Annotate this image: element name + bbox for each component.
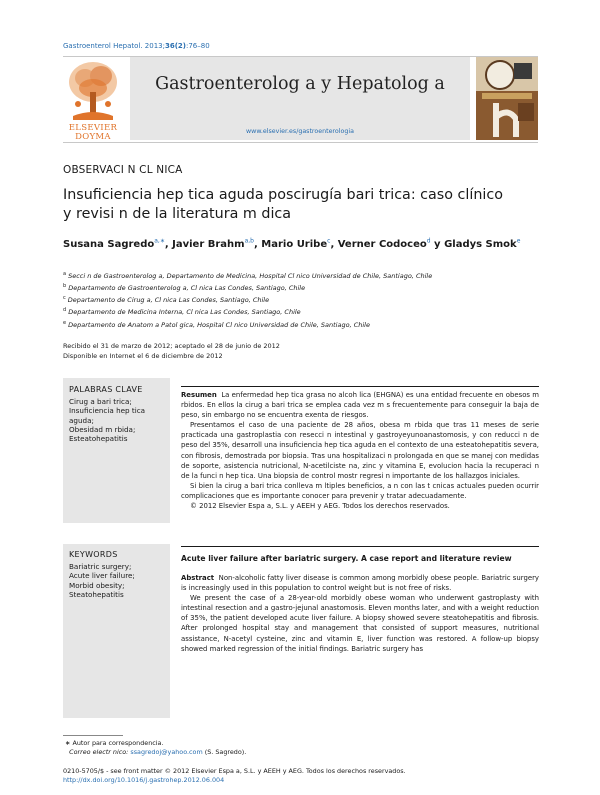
affiliation-item: $^a$ Secci n de Gastroenterolog a, Departamento de Medicina, Hospital Cl nico Universidad de Chile, Santiago, Chile: [63, 271, 433, 281]
resumen-paragraph: Resumen La enfermedad hep tica grasa no alcoh lica (EHGNA) es una entidad frecuente en obesos m rbidos. En ellos la cirug a bari trica se emplea cada vez m s frecuentemente para conseguir la baja de peso, sin embargo no se encuentra exenta de riesgos.: [181, 391, 540, 420]
author: Javier Brahm$^{a,b}$,: [172, 238, 262, 251]
resumen-text: [181, 390, 539, 511]
keyword-item: Cirug a bari trica;: [69, 397, 132, 406]
running-head: Gastroenterol Hepatol. 2013;36(2):76–80: [63, 42, 210, 50]
resumen-copyright: © 2012 Elsevier Espa a, S.L. y AEEH y AEG. Todos los derechos reservados.: [190, 502, 450, 511]
author: Gladys Smok$^e$: [444, 238, 521, 251]
keyword-item: Acute liver failure;: [69, 571, 135, 581]
affiliation-item: $^b$ Departamento de Gastroenterolog a, Cl nica Las Condes, Santiago, Chile: [63, 283, 306, 293]
affiliation-item: $^e$ Departamento de Anatom a Patol gica, Hospital Cl nico Universidad de Chile, Santiago, Chile: [63, 319, 370, 329]
section-label: OBSERVACI N CL NICA: [63, 164, 183, 176]
abstract-rule: [181, 546, 539, 547]
resumen-rule: [181, 386, 539, 387]
cover-art-icon: [476, 57, 538, 140]
footnote-rule: [63, 735, 123, 736]
front-matter: 0210-5705/$ - see front matter © 2012 Elsevier Espa a, S.L. y AEEH y AEG. Todos los derechos reservados. http://dx.doi.org/10.1016/j.gastrohep.2012.06.004: [63, 767, 543, 786]
resumen-paragraph: Si bien la cirug a bari trica conlleva m ltiples beneficios, a n con las t cnicas actuales pueden ocurrir complicaciones que es importante conocer para prevenir y tratar adecuadamente.: [181, 481, 539, 500]
keyword-item: Insuficiencia hep tica: [69, 406, 146, 416]
author: Mario Uribe$^c$,: [261, 238, 338, 251]
affiliations: [63, 269, 543, 330]
doi-link[interactable]: http://dx.doi.org/10.1016/j.gastrohep.2012.06.004: [63, 776, 225, 785]
resumen-paragraph: Presentamos el caso de una paciente de 28 años, obesa m rbida que tras 11 meses de serie practicada una gastroplastia con resecci n intestinal y gastroyeyunoanastomosis, y con reducci n de peso del 35%, desarroll una insuficiencia hep tica aguda en el contexto de una esteatohepatitis severa, con fibrosis, demostrada por biopsia. Tras una hospitalizaci n prolongada en que se manej con medidas de soporte, asistencia nutricional, N-acetilciste na, zinc y vitamina E, evolucion hacia la recuperaci n de la funci n hep tica. Una biopsia de control mostr regresi n importante de los hallazgos iniciales.: [181, 421, 539, 480]
keywords-es-box: [63, 378, 170, 523]
english-title: Acute liver failure after bariatric surgery. A case report and literature review: [181, 554, 512, 563]
journal-url[interactable]: www.elsevier.es/gastroenterologia: [246, 128, 354, 135]
article-dates: Recibido el 31 de marzo de 2012; aceptado el 28 de junio de 2012 Disponible en Internet el 6 de diciembre de 2012: [63, 342, 280, 360]
author-list: [63, 238, 543, 250]
correspondence-footnote: ∗ Autor para correspondencia. Correo electr nico: ssagredoj@yahoo.com (S. Sagredo).: [65, 739, 247, 757]
keywords-en-title: KEYWORDS: [69, 550, 118, 559]
elsevier-tree-icon: [63, 58, 123, 122]
article-title: Insuficiencia hep tica aguda poscirugía bari trica: caso clínico y revisi n de la literatura m dica: [63, 187, 503, 222]
keyword-item: Esteatohepatitis: [69, 434, 128, 444]
keyword-item: Bariatric surgery;: [69, 562, 132, 571]
journal-title: Gastroenterolog a y Hepatolog a: [155, 74, 445, 94]
publisher-name: ELSEVIER DOYMA: [68, 123, 118, 142]
keyword-item: aguda;: [69, 415, 94, 425]
keyword-item: Morbid obesity;: [69, 580, 125, 590]
abstract-text: [181, 573, 539, 654]
abstract-paragraph: Abstract Non-alcoholic fatty liver disease is common among morbidly obese people. Bariatric surgery is increasingly used in this population to control weight but is not free of risks.: [181, 574, 539, 593]
affiliation-item: $^d$ Departamento de Medicina Interna, Cl nica Las Condes, Santiago, Chile: [63, 307, 301, 317]
keywords-en-box: [63, 544, 170, 718]
email-link[interactable]: ssagredoj@yahoo.com: [130, 748, 203, 757]
keywords-es-title: PALABRAS CLAVE: [69, 385, 143, 394]
author: Verner Codoceo$^d$ y: [337, 238, 445, 251]
affiliation-item: $^c$ Departamento de Cirug a, Cl nica Las Condes, Santiago, Chile: [63, 295, 270, 305]
keyword-item: Steatohepatitis: [69, 589, 124, 599]
keyword-item: Obesidad m rbida;: [69, 424, 136, 434]
journal-cover-image: [476, 57, 538, 140]
author: Susana Sagredo$^{a,∗}$,: [63, 238, 173, 251]
abstract-paragraph: We present the case of a 28-year-old morbidly obese woman who underwent gastroplasty with intestinal resection and a gastro-jejunal anastomosis. Eleven months later, and with a weight reduction of 35%, the patient developed acute liver failure. A biopsy showed severe steatohepatitis and fibrosis. After prolonged hospital stay and management that consisted of support measures, nutritional assistance, N-acetyl cysteine, zinc and vitamin E, liver function was restored. A follow-up biopsy showed marked regression of the initial findings. Bariatric surgery has: [181, 594, 539, 653]
